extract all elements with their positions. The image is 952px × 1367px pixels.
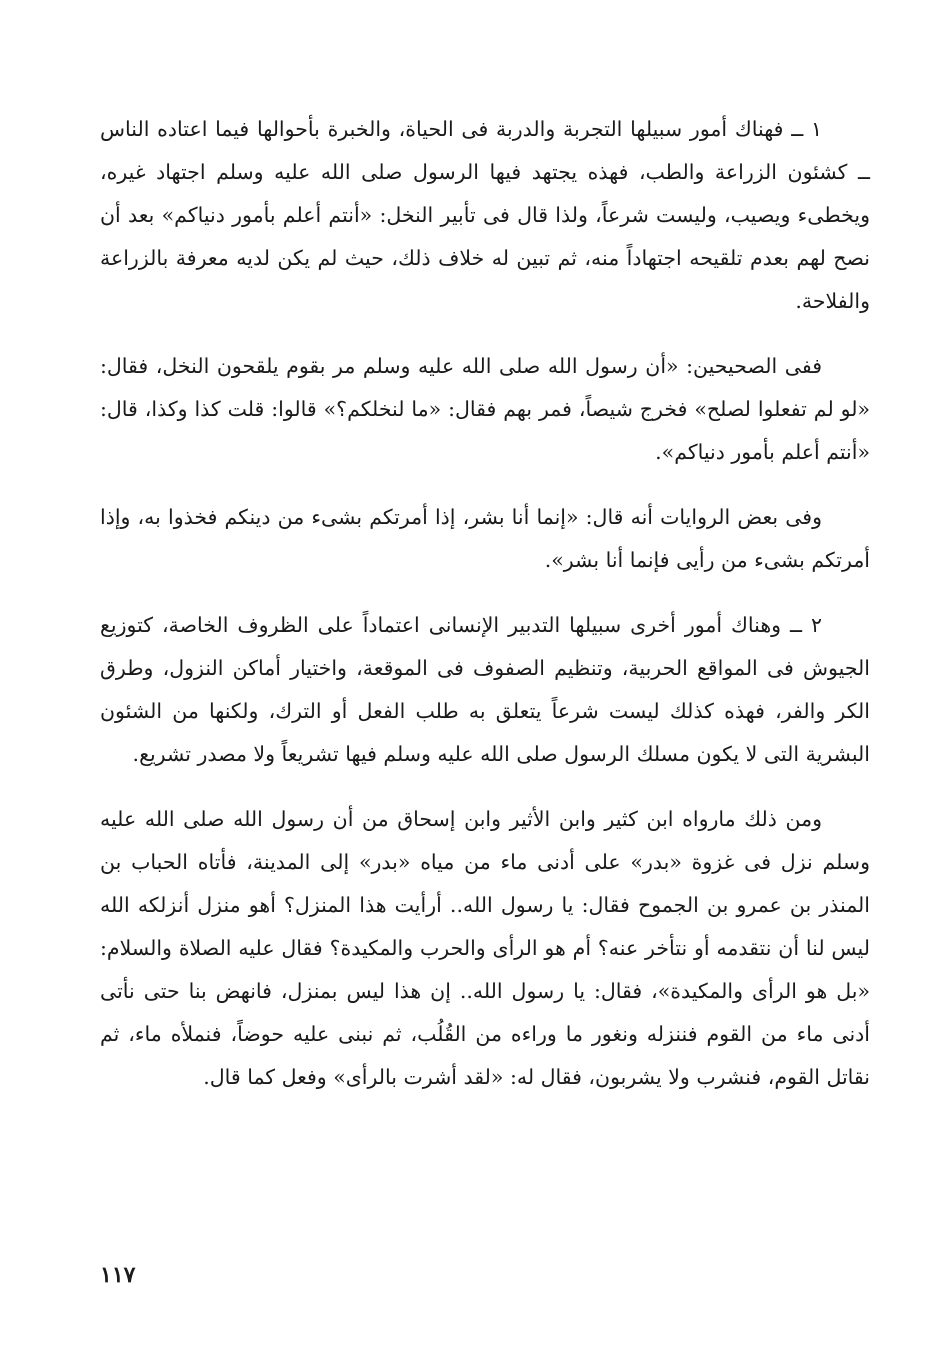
- page-number: ١١٧: [100, 1262, 136, 1288]
- paragraph-badr-story: ومن ذلك مارواه ابن كثير وابن الأثير وابن إسحاق من أن رسول الله صلى الله عليه وسلم نزل فى غزوة «بدر» على أدنى ماء من مياه «بدر» إلى المدينة، فأتاه الحباب بن المنذر بن عمرو بن الجموح فقال: يا رسول الله.. أرأيت هذا المنزل؟ أهو منزل أنزلكه الله ليس لنا أن نتقدمه أو نتأخر عنه؟ أم هو الرأى والحرب والمكيدة؟ فقال عليه الصلاة والسلام: «بل هو الرأى والمكيدة»، فقال: يا رسول الله.. إن هذا ليس بمنزل، فانهض بنا حتى نأتى أدنى ماء من القوم فننزله ونغور ما وراءه من القُلُب، ثم نبنى عليه حوضاً، فنملأه ماء، ثم نقاتل القوم، فنشرب ولا يشربون، فقال له: «لقد أشرت بالرأى» وفعل كما قال.: [100, 807, 870, 1089]
- paragraph-farming-medicine: ١ ــ فهناك أمور سبيلها التجربة والدربة فى الحياة، والخبرة بأحوالها فيما اعتاده الناس ــ كشئون الزراعة والطب، فهذه يجتهد فيها الرسول صلى الله عليه وسلم اجتهاد غيره، ويخطىء ويصيب، وليست شرعاً، ولذا قال فى تأبير النخل: «أنتم أعلم بأمور دنياكم» بعد أن نصح لهم بعدم تلقيحه اجتهاداً منه، ثم تبين له خلاف ذلك، حيث لم يكن لديه معرفة بالزراعة والفلاحة.: [100, 117, 870, 313]
- paragraph-other-narrations: وفى بعض الروايات أنه قال: «إنما أنا بشر، إذا أمرتكم بشىء من دينكم فخذوا به، وإذا أمرتكم بشىء من رأيى فإنما أنا بشر».: [100, 505, 870, 572]
- paragraph-sahihayn-hadith: ففى الصحيحين: «أن رسول الله صلى الله عليه وسلم مر بقوم يلقحون النخل، فقال: «لو لم تفعلوا لصلح» فخرج شيصاً، فمر بهم فقال: «ما لنخلكم؟» قالوا: قلت كذا وكذا، قال: «أنتم أعلم بأمور دنياكم».: [100, 354, 870, 464]
- page-body: [100, 108, 870, 1121]
- paragraph-human-management: ٢ ــ وهناك أمور أخرى سبيلها التدبير الإنسانى اعتماداً على الظروف الخاصة، كتوزيع الجيوش فى المواقع الحربية، وتنظيم الصفوف فى الموقعة، واختيار أماكن النزول، وطرق الكر والفر، فهذه كذلك ليست شرعاً يتعلق به طلب الفعل أو الترك، ولكنها من الشئون البشرية التى لا يكون مسلك الرسول صلى الله عليه وسلم فيها تشريعاً ولا مصدر تشريع.: [100, 613, 870, 766]
